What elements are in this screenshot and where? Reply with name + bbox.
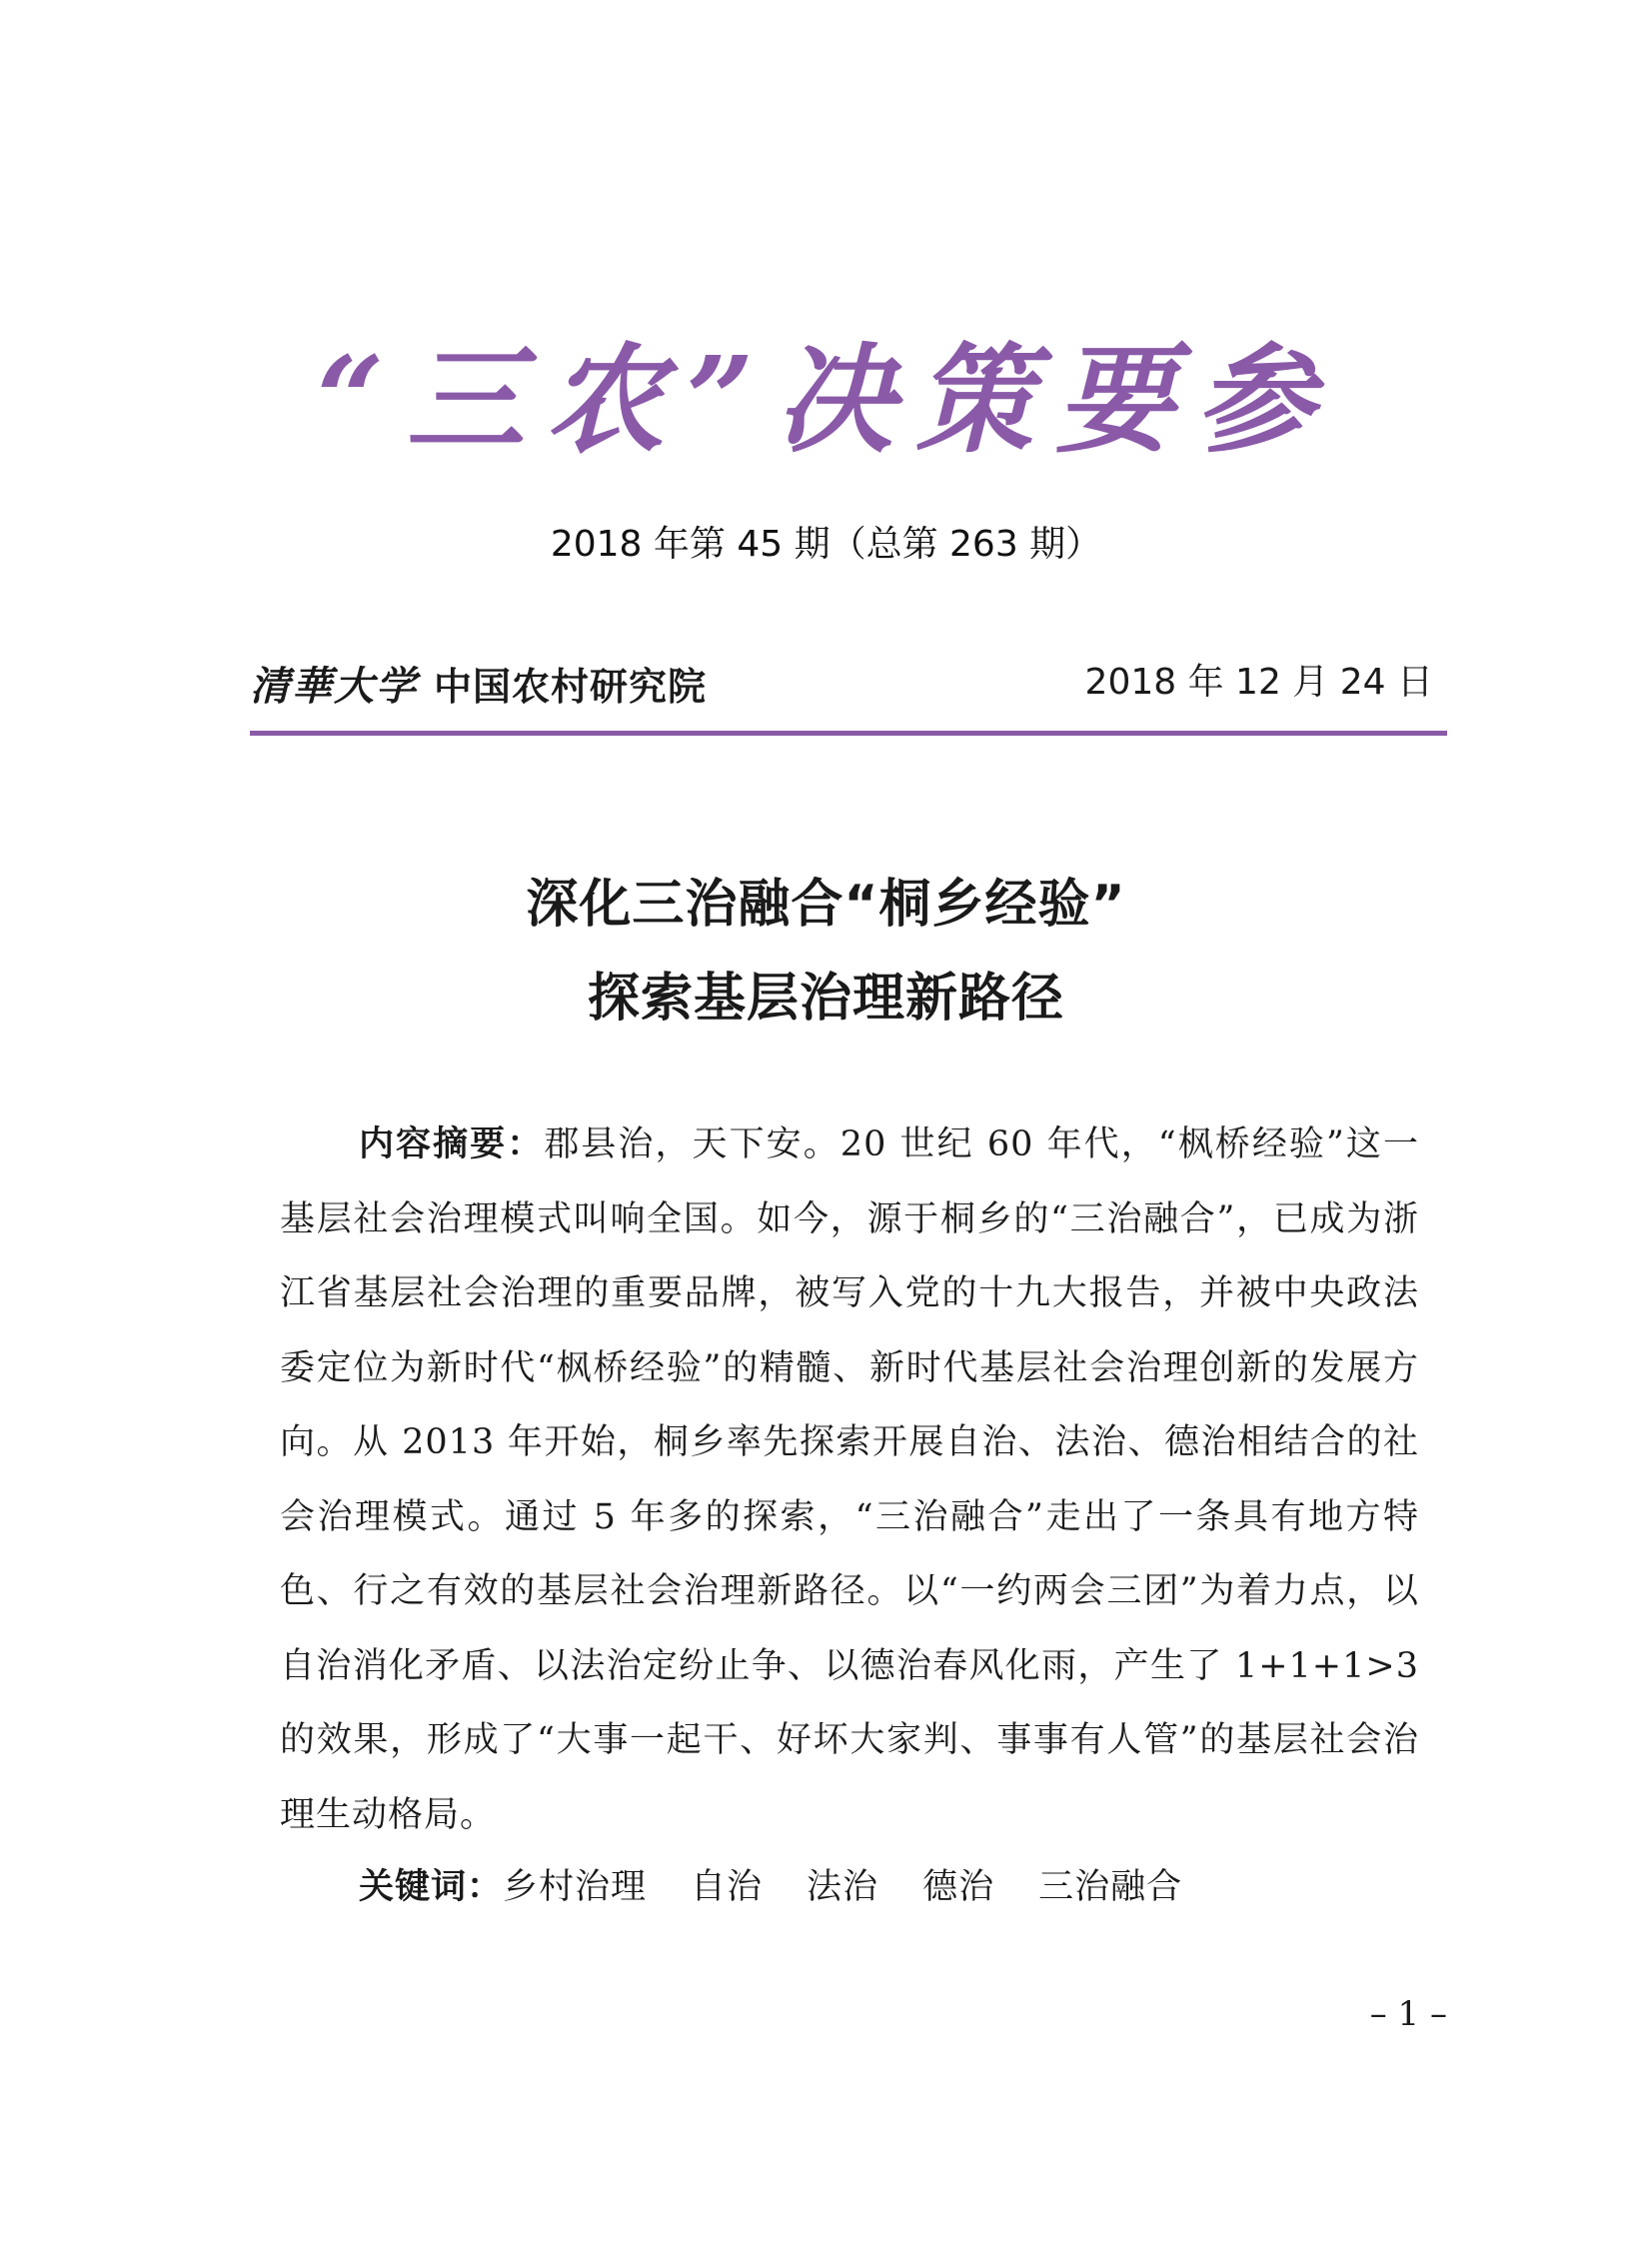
abstract-paragraph	[280, 1108, 1419, 1852]
institution-header	[250, 655, 707, 711]
publication-date: 2018 年 12 月 24 日	[1084, 662, 1433, 703]
keyword: 德治	[922, 1867, 995, 1907]
abstract-text: 郡县治，天下安。20 世纪 60 年代，“枫桥经验”这一基层社会治理模式叫响全国。如今，源于桐乡的“三治融合”，已成为浙江省基层社会治理的重要品牌，被写入党的十九大报告，并被中央政法委定位为新时代“枫桥经验”的精髓、新时代基层社会治理创新的发展方向。从 2013 年开始，桐乡率先探索开展自治、法治、德治相结合的社会治理模式。通过 5 年多的探索，“三治融合”走出了一条具有地方特色、行之有效的基层社会治理新路径。以“一约两会三团”为着力点，以自治消化矛盾、以法治定纷止争、以德治春风化雨，产生了 1+1+1>3 的效果，形成了“大事一起干、好坏大家判、事事有人管”的基层社会治理生动格局。	[280, 1124, 1419, 1835]
keyword: 乡村治理	[503, 1867, 648, 1907]
article-title	[0, 858, 1652, 1046]
article-title-line-2: 探索基层治理新路径	[587, 969, 1064, 1029]
keywords-label: 关键词：	[359, 1867, 504, 1907]
keyword: 自治	[691, 1867, 764, 1907]
abstract-label: 内容摘要：	[359, 1124, 545, 1164]
page-number: – 1 –	[1369, 1994, 1447, 2034]
article-title-line-1: 深化三治融合“桐乡经验”	[526, 875, 1126, 935]
header-divider	[250, 731, 1447, 736]
keyword: 三治融合	[1038, 1867, 1183, 1907]
publication-masthead: “三农”决策要参	[316, 330, 1336, 469]
keywords-line	[359, 1859, 1226, 1915]
university-logo: 清華大学	[250, 662, 418, 710]
issue-number: 2018 年第 45 期（总第 263 期）	[550, 524, 1102, 565]
keyword: 法治	[807, 1867, 879, 1907]
institution-name: 中国农村研究院	[434, 663, 708, 709]
